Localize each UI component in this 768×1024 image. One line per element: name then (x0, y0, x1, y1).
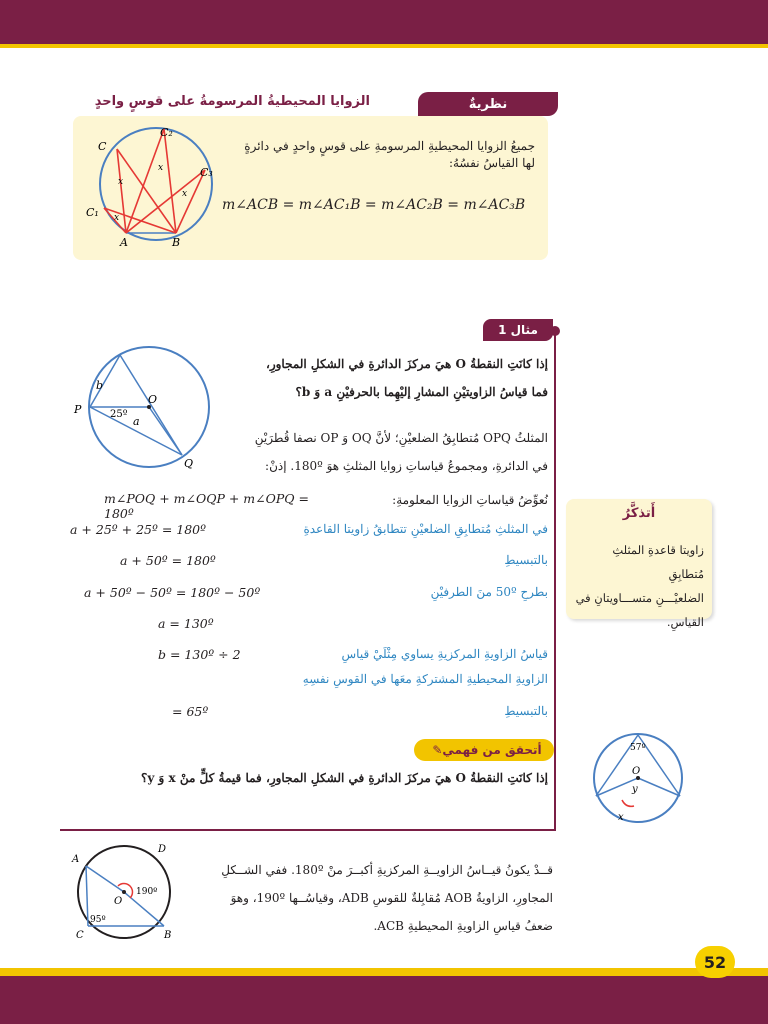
note-center-point (122, 890, 126, 894)
label-p: P (74, 403, 82, 416)
step-2-reason: بالتبسيطِ (504, 553, 548, 567)
note-label-o: O (114, 896, 123, 907)
step-3-math: a + 50º − 50º = 180º − 50º (84, 585, 261, 600)
note-label-b: B (164, 930, 172, 941)
check-understanding-label: أتحقق من فهمي (442, 743, 542, 757)
angle-25: 25º (110, 409, 128, 420)
remember-text (574, 538, 704, 634)
label-c3: C₃ (200, 166, 213, 179)
example-question-line2: فما قياسُ الزاويتيْنِ المشارِ إليْهِما بالحرفيْنِ a وَ b؟ (295, 385, 548, 399)
note-text (198, 856, 553, 940)
angle-x-c: x (118, 177, 124, 187)
label-o: O (148, 393, 158, 406)
angle-x-arc (622, 800, 634, 806)
check-understanding-tag (414, 739, 554, 761)
top-accent-stripe (0, 44, 768, 48)
note-line1: قــدْ يكونُ قيــاسُ الزاويــةِ المركزيةِ أكبــرَ منْ 180º. ففي الشــكلِ (221, 863, 553, 877)
label-c1: C₁ (86, 206, 99, 219)
theorem-figure (80, 122, 220, 252)
note-figure (68, 842, 180, 942)
step-1-math: a + 25º + 25º = 180º (70, 522, 207, 537)
step-1-reason: في المثلثِ مُتطابِقِ الضلعيْنِ تتطابقُ زاويتا القاعدةِ (303, 522, 548, 536)
label-a: A (120, 236, 128, 249)
note-label-d: D (158, 844, 167, 855)
pencil-icon: ✎ (432, 743, 443, 757)
bottom-accent-stripe (0, 968, 768, 976)
theorem-statement-line2: لها القياسُ نفسُهُ: (448, 156, 535, 170)
step-4-math: a = 130º (158, 616, 214, 631)
check-angle-57: 57º (630, 743, 646, 753)
top-banner (0, 0, 768, 44)
note-label-c: C (76, 930, 84, 941)
step-7-math: = 65º (172, 704, 209, 719)
step-5-math: b = 130º ÷ 2 (158, 647, 241, 662)
example-solution-line1: المثلثُ OPQ مُتطابِقُ الضلعيْنِ؛ لأنَّ OQ وَ OP نصفا قُطرَيْنِ (254, 431, 548, 445)
note-label-a: A (72, 854, 80, 865)
bottom-banner (0, 976, 768, 1024)
note-line2: المجاورِ، الزاويةُ AOB مُقابِلةٌ للقوسِ ADB، وقياسُــها 190º، وهوَ (230, 891, 553, 905)
angle-x-c3: x (182, 189, 188, 199)
check-label-o: O (632, 766, 641, 777)
label-a-angle: a (133, 415, 140, 428)
note-angle-95: 95º (90, 915, 106, 925)
example-solution-line2: في الدائرةِ، ومجموعُ قياساتِ زوايا المثلثِ هوَ 180º. إذنْ: (265, 459, 548, 473)
page-number: 52 (695, 946, 735, 978)
angle-x-c2: x (158, 163, 164, 173)
note-radius-oa (86, 866, 124, 892)
step-6-reason: الزاويةِ المحيطيةِ المشتركةِ معَها في القوسِ نفسِهِ (302, 672, 548, 686)
remember-line1: زاويتا قاعدةِ المثلثِ مُتطابِقِ (612, 543, 704, 581)
theorem-tag: نظريةٌ (418, 92, 558, 116)
label-b-angle: b (96, 379, 104, 392)
example-question-line1: إذا كانَتِ النقطةُ O هيَ مركزَ الدائرةِ في الشكلِ المجاورِ، (265, 357, 548, 371)
check-label-x: x (618, 812, 624, 823)
example-tag: مثال 1 (483, 319, 553, 341)
label-b: B (172, 236, 181, 249)
example-figure (70, 345, 215, 473)
theorem-statement-line1: جميعُ الزوايا المحيطيةِ المرسومةِ على قوسٍ واحدٍ في دائرةٍ (244, 139, 535, 153)
theorem-title: الزوايا المحيطيةُ المرسومةُ على قوسٍ واحدٍ (94, 94, 370, 109)
check-figure (582, 730, 694, 825)
remember-line2: الضلعيْـــنِ متســـاويتانِ في (575, 591, 704, 605)
label-c: C (98, 140, 107, 153)
sum-equation: m∠POQ + m∠OQP + m∠OPQ = 180º (104, 491, 309, 521)
note-line3: ضعفُ قياسِ الزاويةِ المحيطيةِ ACB. (373, 919, 553, 933)
theorem-statement (215, 138, 535, 172)
remember-line3: القياسِ. (666, 615, 704, 629)
check-question: إذا كانَتِ النقطةُ O هيَ مركزَ الدائرةِ في الشكلِ المجاورِ، فما قيمةُ كلٍّ منْ x وَ y؟ (140, 771, 548, 785)
step-7-reason: بالتبسيطِ (504, 704, 548, 718)
angle-x-c1: x (114, 213, 120, 223)
remember-title: أَتذكَّرُ (622, 506, 656, 521)
check-label-y: y (632, 784, 638, 795)
label-q: Q (184, 457, 194, 470)
example-border-vertical (554, 330, 556, 830)
example-border-horizontal (60, 829, 556, 831)
step-3-reason: بطرحِ 50º منَ الطرفيْنِ (430, 585, 548, 599)
theorem-equation: m∠ACB = m∠AC₁B = m∠AC₂B = m∠AC₃B (222, 197, 526, 213)
note-angle-190: 190º (136, 887, 158, 897)
label-c2: C₂ (160, 126, 173, 139)
step-5-reason: قياسُ الزاويةِ المركزيةِ يساوي مِثْلَيْ قياسِ (341, 647, 548, 661)
step-2-math: a + 50º = 180º (120, 553, 216, 568)
example-solution-line3: نُعوِّضُ قياساتِ الزوايا المعلومةِ: (392, 493, 548, 507)
